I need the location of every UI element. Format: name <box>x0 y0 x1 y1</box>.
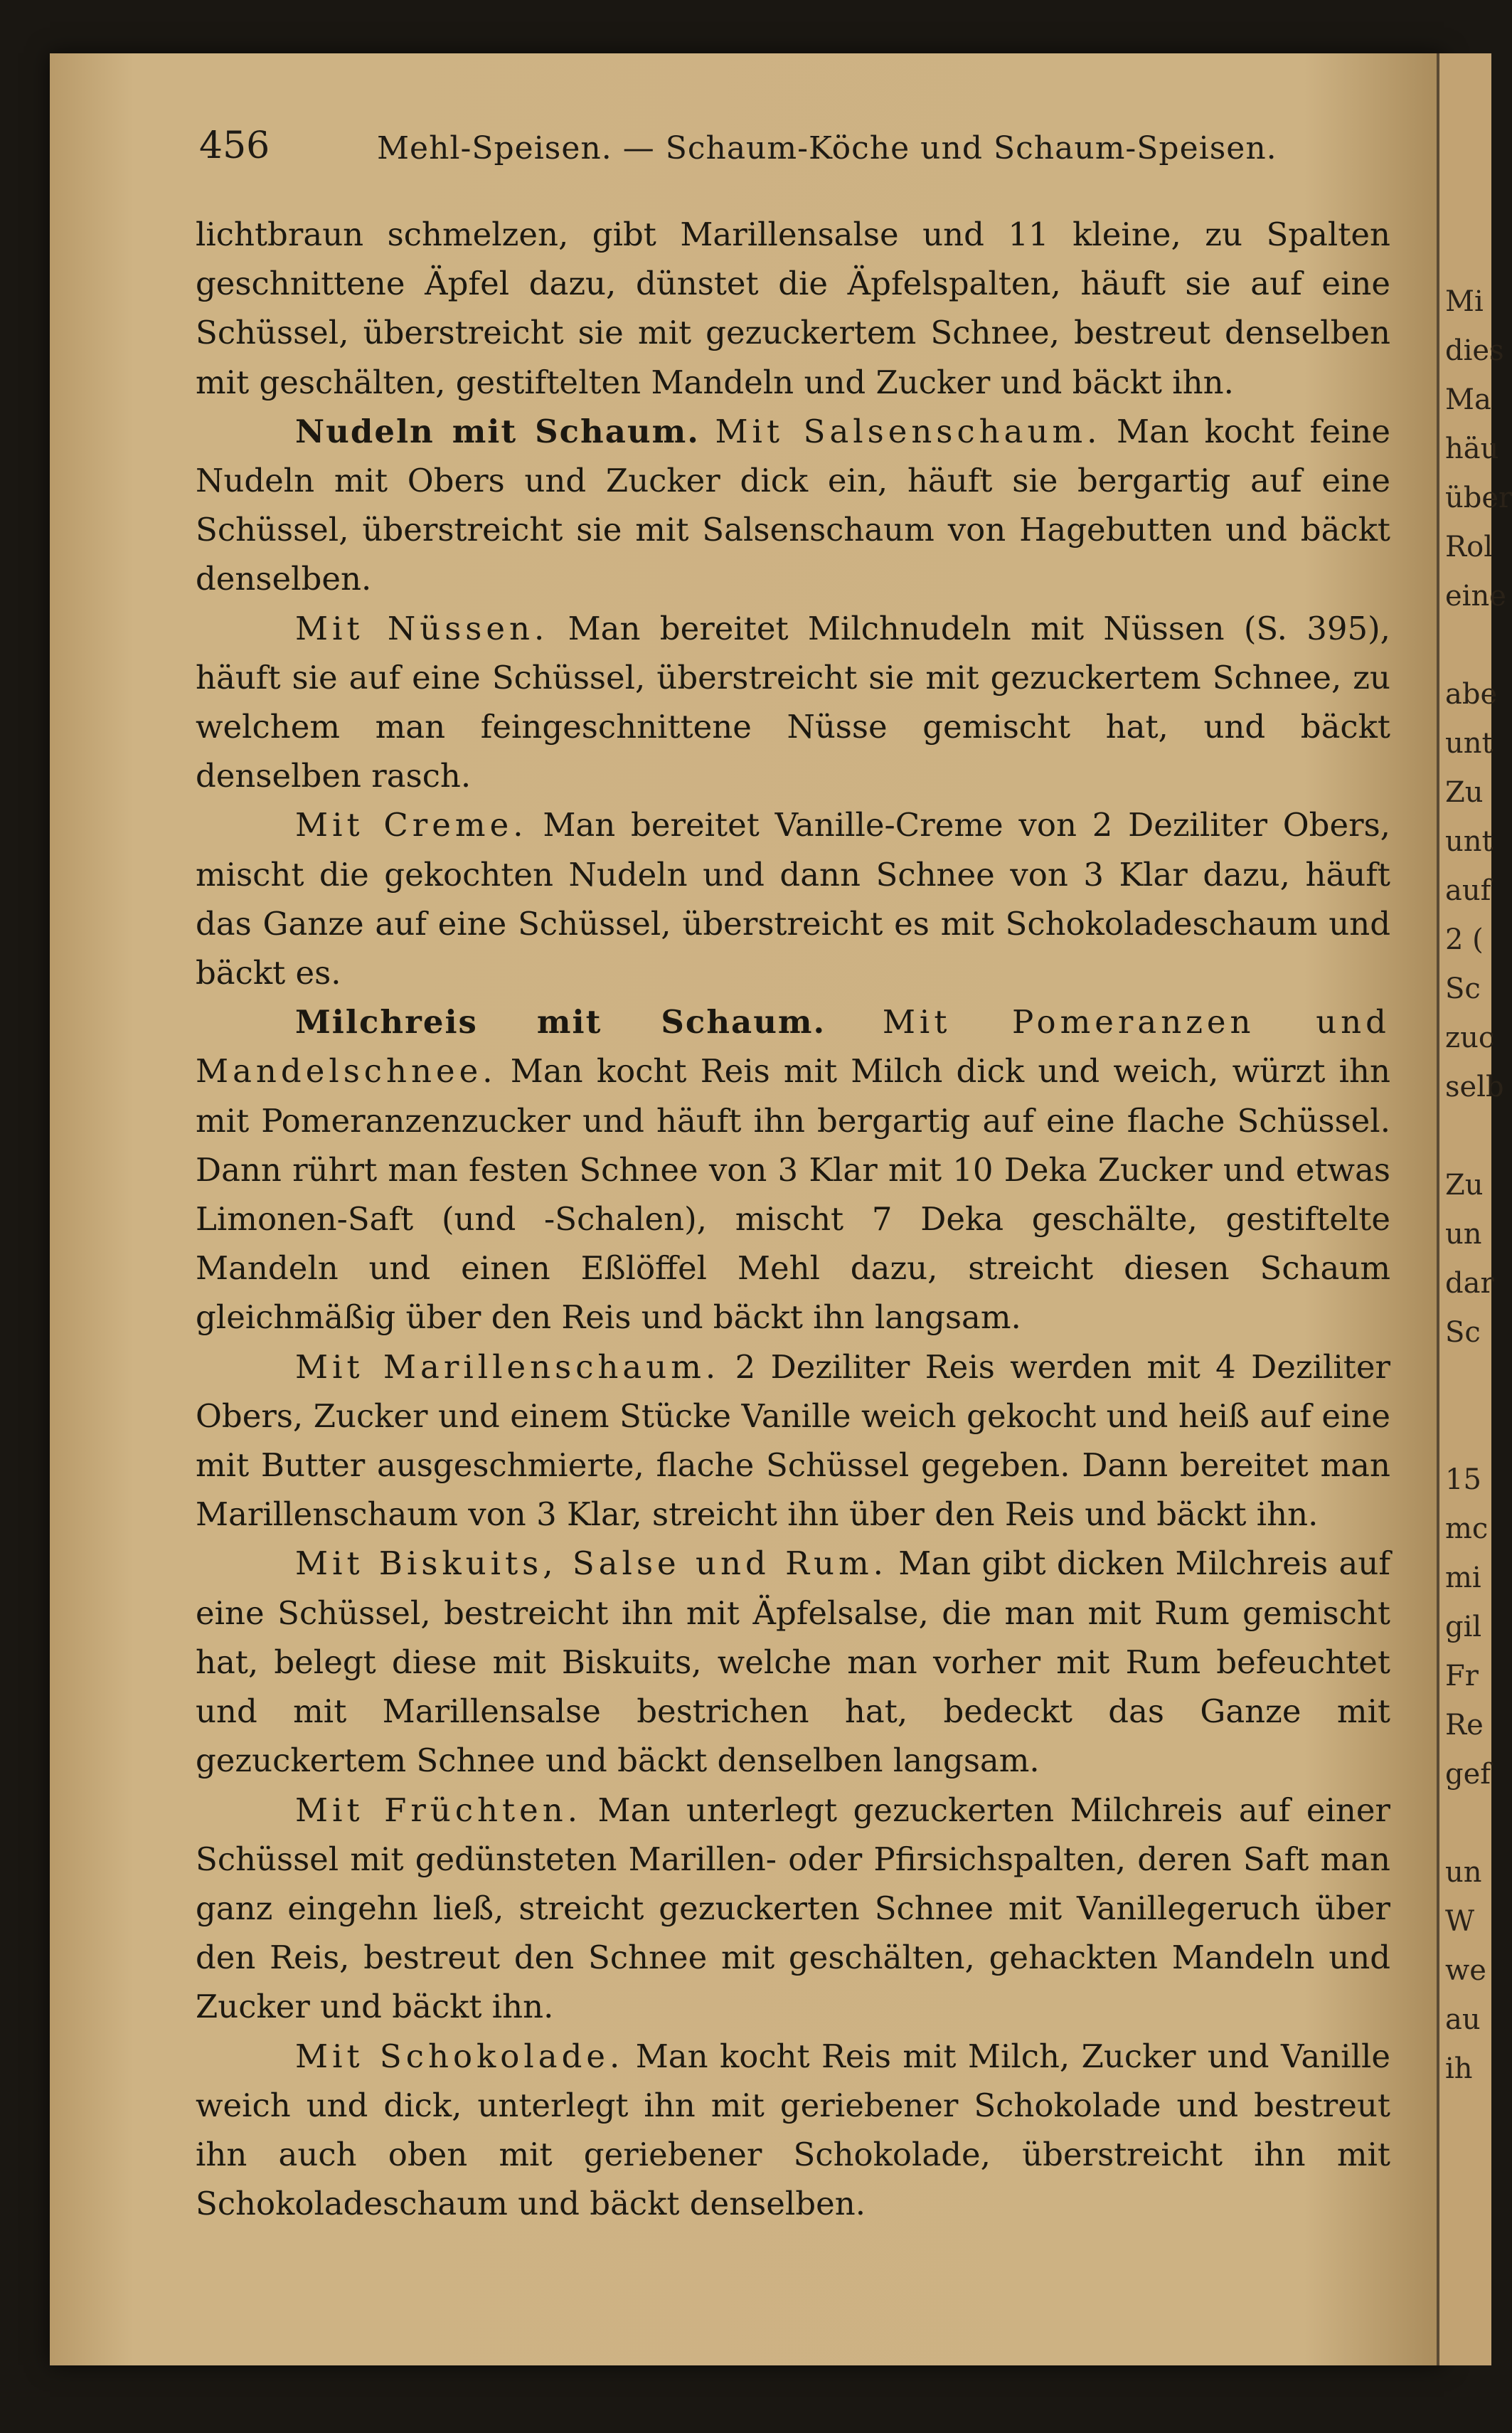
facing-page-fragment: mi <box>1445 1562 1481 1594</box>
recipe-title: Mit Salsenschaum. <box>715 412 1102 450</box>
page-number: 456 <box>199 124 270 167</box>
facing-page-fragment: 15 <box>1445 1463 1481 1496</box>
facing-page-fragment: W <box>1445 1905 1475 1938</box>
paragraph-text: 2 Deziliter Reis werden mit 4 Deziliter Obers, Zucker und einem Stücke Vanille weich gekocht und heiß auf eine mit Butter ausgeschmierte, flache Schüssel gegeben. Dann bereitet man Marillenschaum von 3 Klar, streicht ihn über den Reis und bäckt ihn. <box>196 1347 1390 1534</box>
paragraph-text: Man bereitet Milchnudeln mit Nüssen (S. 395), häuft sie auf eine Schüssel, überstreicht sie mit gezuckertem Schnee, zu welchem man feingeschnittene Nüsse gemischt hat, und bäckt denselben rasch. <box>196 609 1390 795</box>
paragraph-text: Man kocht Reis mit Milch, Zucker und Vanille weich und dick, unterlegt ihn mit geriebener Schokolade und bestreut ihn auch oben mit geriebener Schokolade, überstreicht ihn mit Schokoladeschaum und bäckt denselben. <box>196 2037 1390 2223</box>
paragraph <box>196 1342 1390 1539</box>
recipe-title: Mit Marillenschaum. <box>295 1347 720 1386</box>
facing-page-fragment: Sc <box>1445 1316 1481 1349</box>
page-body <box>196 210 1390 2228</box>
facing-page-fragment: selb <box>1445 1071 1504 1103</box>
recipe-title: Mit Pomeranzen und Mandelschnee. <box>196 1003 1390 1091</box>
paragraph <box>196 1539 1390 1785</box>
paragraph-text: Man kocht feine Nudeln mit Obers und Zucker dick ein, häuft sie bergartig auf eine Schüssel, überstreicht sie mit Salsenschaum von Hagebutten und bäckt denselben. <box>196 412 1390 598</box>
facing-page-fragment: zuc <box>1445 1022 1495 1054</box>
facing-page-fragment: auf <box>1445 874 1491 907</box>
facing-page-fragment: dies <box>1445 334 1504 367</box>
facing-page-fragment: ih <box>1445 2052 1473 2085</box>
facing-page-fragment: eine <box>1445 580 1506 613</box>
facing-page-fragments <box>1445 277 1512 2094</box>
facing-page-fragment: Zu <box>1445 776 1484 809</box>
paragraph <box>196 2032 1390 2229</box>
recipe-title: Mit Creme. <box>295 806 528 844</box>
facing-page-fragment: Fr <box>1445 1660 1479 1692</box>
section-title: Nudeln mit Schaum. <box>295 412 700 450</box>
facing-page-fragment: gil <box>1445 1611 1482 1643</box>
facing-page-fragment <box>1445 1799 1488 1848</box>
facing-page-fragment <box>1445 1112 1488 1161</box>
facing-page-fragment: über <box>1445 482 1512 514</box>
facing-page-fragment: unt <box>1445 727 1494 760</box>
facing-page-fragment: Zu <box>1445 1169 1484 1202</box>
facing-page-fragment: mc <box>1445 1512 1489 1545</box>
facing-page-fragment: 2 ( <box>1445 923 1484 956</box>
recipe-title: Mit Biskuits, Salse und Rum. <box>295 1544 888 1583</box>
running-title: Mehl-Speisen. — Schaum-Köche und Schaum-Speisen. <box>377 130 1277 166</box>
paragraph-text: lichtbraun schmelzen, gibt Marillensalse und 11 kleine, zu Spalten geschnittene Äpfel dazu, dünstet die Äpfelspalten, häuft sie auf eine Schüssel, überstreicht sie mit gezuckertem Schnee, bestreut denselben mit geschälten, gestiftelten Mandeln und Zucker und bäckt ihn. <box>196 216 1390 401</box>
facing-page-fragment: we <box>1445 1954 1486 1987</box>
recipe-title: Mit Früchten. <box>295 1791 582 1829</box>
facing-page-fragment: un <box>1445 1856 1482 1889</box>
paragraph <box>196 407 1390 604</box>
facing-page-fragment: Mi <box>1445 285 1484 318</box>
facing-page-fragment: au <box>1445 2003 1481 2036</box>
recipe-title: Mit Schokolade. <box>295 2037 624 2075</box>
facing-page-fragment: Rol <box>1445 531 1493 563</box>
paragraph-text: Man unterlegt gezuckerten Milchreis auf einer Schüssel mit gedünsteten Marillen- oder Pfirsichspalten, deren Saft man ganz eingehn ließ, streicht gezuckerten Schnee mit Vanillegeruch über den Reis, bestreut den Schnee mit geschälten, gehackten Mandeln und Zucker und bäckt ihn. <box>196 1791 1390 2026</box>
facing-page-fragment: Ma <box>1445 383 1491 416</box>
paragraph-text: Man gibt dicken Milchreis auf eine Schüssel, bestreicht ihn mit Äpfelsalse, die man mit Rum gemischt hat, belegt diese mit Biskuits, welche man vorher mit Rum befeuchtet und mit Marillensalse bestrichen hat, bedeckt das Ganze mit gezuckertem Schnee und bäckt denselben langsam. <box>196 1544 1390 1780</box>
facing-page-fragment <box>1445 1406 1488 1456</box>
facing-page-fragment: dar <box>1445 1267 1494 1300</box>
paragraph <box>196 604 1390 801</box>
facing-page-fragment: Sc <box>1445 972 1481 1005</box>
facing-page-fragment: abe <box>1445 678 1498 711</box>
paragraph-text: Man kocht Reis mit Milch dick und weich, würzt ihn mit Pomeranzenzucker und häuft ihn bergartig auf eine flache Schüssel. Dann rührt man festen Schnee von 3 Klar mit 10 Deka Zucker und etwas Limonen-Saft (und -Schalen), mischt 7 Deka geschälte, gestiftelte Mandeln und einen Eßlöffel Mehl dazu, streicht diesen Schaum gleichmäßig über den Reis und bäckt ihn langsam. <box>196 1052 1390 1337</box>
facing-page-fragment <box>1445 621 1488 670</box>
page-header <box>199 124 1408 181</box>
facing-page-fragment <box>1445 1357 1488 1406</box>
facing-page-fragment: gef <box>1445 1758 1491 1791</box>
recipe-title: Mit Nüssen. <box>295 609 549 647</box>
facing-page-fragment: häu <box>1445 433 1499 465</box>
paragraph-text: Man bereitet Vanille-Creme von 2 Deziliter Obers, mischt die gekochten Nudeln und dann Schnee von 3 Klar dazu, häuft das Ganze auf eine Schüssel, überstreicht es mit Schokoladeschaum und bäckt es. <box>196 806 1390 992</box>
paragraph <box>196 210 1390 407</box>
paragraph <box>196 1786 1390 2032</box>
facing-page-fragment: unt <box>1445 825 1494 858</box>
facing-page-fragment: Re <box>1445 1709 1484 1742</box>
facing-page-fragment: un <box>1445 1218 1482 1251</box>
paragraph <box>196 997 1390 1342</box>
section-title: Milchreis mit Schaum. <box>295 1003 826 1041</box>
paragraph <box>196 800 1390 997</box>
